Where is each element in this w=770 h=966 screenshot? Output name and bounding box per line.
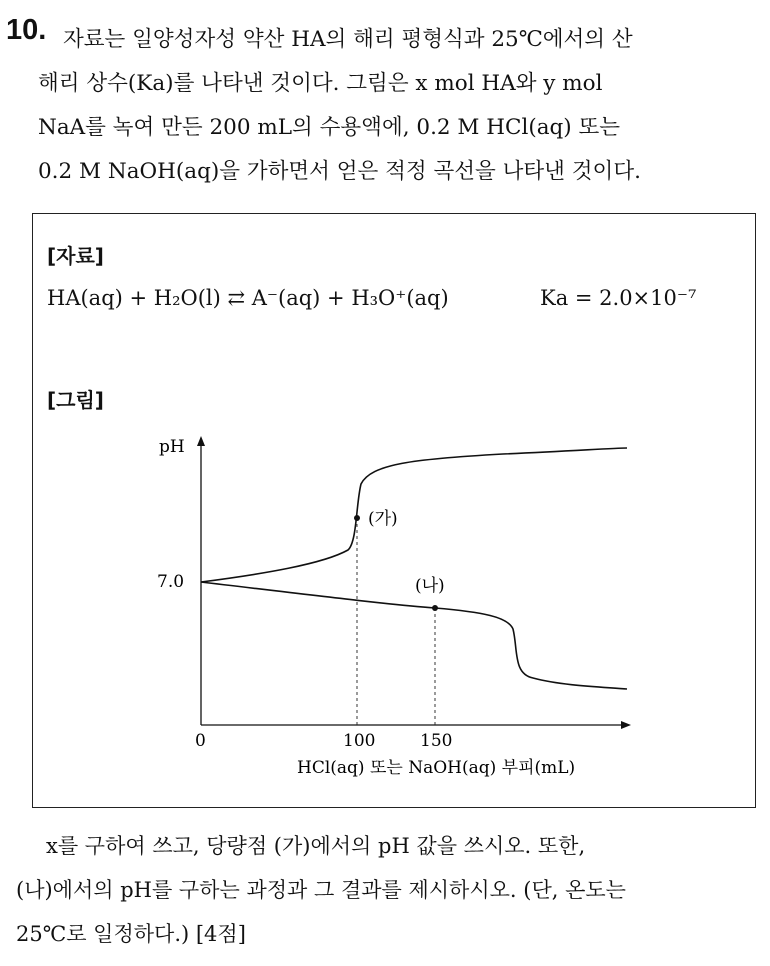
figure-section-label: [그림] — [47, 388, 104, 412]
question-instructions — [16, 824, 761, 956]
y-tick-7: 7.0 — [157, 572, 185, 592]
question-number: 10. — [6, 14, 47, 46]
stem-line-1: 자료는 일양성자성 약산 HA의 해리 평형식과 25℃에서의 산 — [63, 27, 633, 52]
stem-line-2: 해리 상수(Ka)를 나타낸 것이다. 그림은 x mol HA와 y mol — [38, 71, 603, 96]
naoh-titration-curve — [201, 582, 627, 689]
stem-line-4: 0.2 M NaOH(aq)을 가하면서 얻은 적정 곡선을 나타낸 것이다. — [38, 159, 641, 184]
point-na-label: (나) — [415, 576, 445, 596]
y-axis-label: pH — [159, 437, 185, 457]
x-tick-150: 150 — [420, 731, 453, 751]
instruction-line-1: x를 구하여 쓰고, 당량점 (가)에서의 pH 값을 쓰시오. 또한, — [46, 834, 586, 858]
titration-chart — [33, 424, 753, 804]
point-ga-label: (가) — [368, 509, 398, 529]
hcl-titration-curve — [201, 448, 627, 582]
question-stem — [38, 18, 763, 194]
ka-value: Ka = 2.0×10⁻⁷ — [540, 286, 697, 310]
instruction-line-3: 25℃로 일정하다.) [4점] — [16, 922, 246, 946]
point-ga-marker — [354, 515, 360, 521]
x-tick-100: 100 — [343, 731, 376, 751]
stem-line-3: NaA를 녹여 만든 200 mL의 수용액에, 0.2 M HCl(aq) 또는 — [38, 115, 621, 140]
data-figure-box — [32, 213, 756, 808]
x-axis-label: HCl(aq) 또는 NaOH(aq) 부피(mL) — [297, 758, 576, 778]
dissociation-equation: HA(aq) + H₂O(l) ⇄ A⁻(aq) + H₃O⁺(aq) — [47, 286, 449, 310]
x-axis-arrow — [621, 721, 631, 729]
point-na-marker — [432, 605, 438, 611]
x-tick-0: 0 — [195, 731, 206, 751]
y-axis-arrow — [197, 436, 205, 446]
data-section-label: [자료] — [47, 244, 104, 268]
instruction-line-2: (나)에서의 pH를 구하는 과정과 그 결과를 제시하시오. (단, 온도는 — [16, 878, 626, 902]
